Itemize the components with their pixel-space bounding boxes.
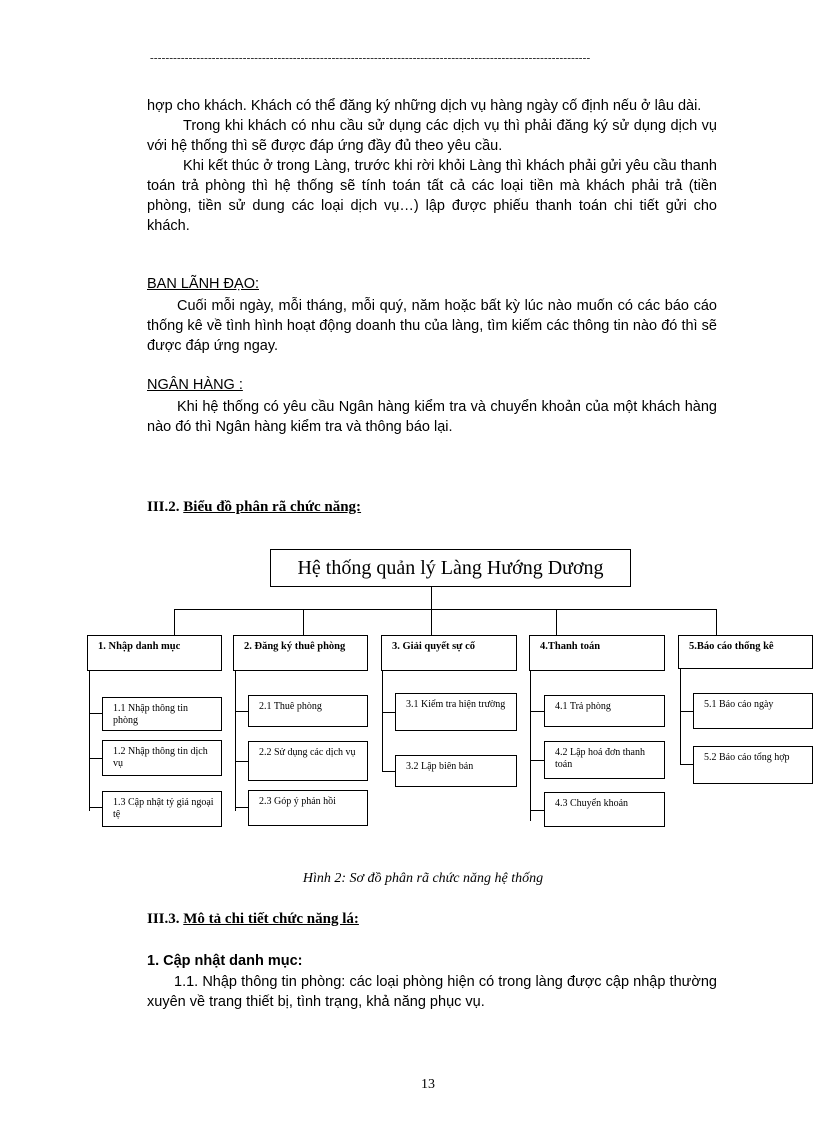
connector xyxy=(530,810,544,811)
paragraph-management: Cuối mỗi ngày, mỗi tháng, mỗi quý, năm hoặc bất kỳ lúc nào muốn có các báo cáo thống kê về tình hình hoạt động doanh thu của làng, tìm kiếm các thông tin nào đó thì sẽ được đáp ứng ngay. xyxy=(147,298,717,354)
connector xyxy=(530,760,544,761)
item-5-2: 5.2 Báo cáo tổng hợp xyxy=(693,746,813,784)
section-number: III.3. xyxy=(147,911,180,927)
group-header-3: 3. Giải quyết sự cố xyxy=(381,635,517,671)
item-1-3: 1.3 Cập nhật tỷ giá ngoại tệ xyxy=(102,791,222,827)
header-rule: ------------------------------------------------------------------------------------------------------------------ xyxy=(150,52,591,64)
page-number: 13 xyxy=(421,1077,435,1092)
connector xyxy=(235,711,248,712)
section-title: Biểu đồ phân rã chức năng: xyxy=(183,499,362,515)
heading-bank: NGÂN HÀNG : xyxy=(147,377,243,393)
connector xyxy=(89,671,90,811)
item-1-2: 1.2 Nhập thông tin dịch vụ xyxy=(102,740,222,776)
group-header-5: 5.Báo cáo thống kê xyxy=(678,635,813,669)
connector xyxy=(530,671,531,821)
connector xyxy=(382,771,395,772)
item-2-2: 2.2 Sử dụng các dịch vụ xyxy=(248,741,368,781)
connector xyxy=(89,807,102,808)
item-4-1: 4.1 Trả phòng xyxy=(544,695,665,727)
item-5-1: 5.1 Báo cáo ngày xyxy=(693,693,813,729)
connector xyxy=(382,671,383,771)
body-block-4 xyxy=(147,972,717,1012)
item-3-1: 3.1 Kiểm tra hiện trường xyxy=(395,693,517,731)
heading-management: BAN LÃNH ĐẠO: xyxy=(147,276,259,292)
paragraph-bank: Khi hệ thống có yêu cầu Ngân hàng kiểm tra và chuyển khoản của một khách hàng nào đó thì Ngân hàng kiểm tra và thông báo lại. xyxy=(147,399,717,435)
connector xyxy=(530,711,544,712)
item-4-3: 4.3 Chuyển khoản xyxy=(544,792,665,827)
paragraph-service-registration: Trong khi khách có nhu cầu sử dụng các dịch vụ thì phải đăng ký sử dụng dịch vụ với hệ thống thì sẽ được đáp ứng đầy đủ theo yêu cầu. xyxy=(147,118,717,154)
group-header-1: 1. Nhập danh mục xyxy=(87,635,222,671)
item-1-1: 1.1 Nhập thông tin phòng xyxy=(102,697,222,731)
connector xyxy=(174,609,716,610)
paragraph-checkout: Khi kết thúc ở trong Làng, trước khi rời khỏi Làng thì khách phải gửi yêu cầu thanh toán trả phòng thì hệ thống sẽ tính toán tất cả các loại tiền mà khách phải trả (tiền phòng, tiền sử dung các loại dịch vụ…) lập được phiếu thanh toán chi tiết gửi cho khách. xyxy=(147,158,717,234)
subsection-title: 1. Cập nhật danh mục: xyxy=(147,953,303,969)
connector xyxy=(89,713,102,714)
paragraph-continuation: hợp cho khách. Khách có thể đăng ký những dịch vụ hàng ngày cố định nếu ở lâu dài. xyxy=(147,98,702,114)
section-title: Mô tả chi tiết chức năng lá: xyxy=(183,911,359,927)
paragraph-room-info: 1.1. Nhập thông tin phòng: các loại phòng hiện có trong làng được cập nhập thường xuyên về trang thiết bị, tình trạng, khả năng phục vụ. xyxy=(147,974,717,1010)
connector xyxy=(716,609,717,635)
item-2-1: 2.1 Thuê phòng xyxy=(248,695,368,727)
connector xyxy=(235,761,248,762)
diagram-root-box: Hệ thống quản lý Làng Hướng Dương xyxy=(270,549,631,587)
connector xyxy=(235,671,236,811)
connector xyxy=(303,609,304,635)
body-block-2 xyxy=(147,296,717,356)
connector xyxy=(382,712,395,713)
connector xyxy=(235,807,248,808)
connector xyxy=(556,609,557,635)
figure-caption: Hình 2: Sơ đồ phân rã chức năng hệ thống xyxy=(302,871,544,886)
body-block-1 xyxy=(147,96,717,236)
section-heading-3-3 xyxy=(147,911,359,928)
connector xyxy=(431,587,432,609)
item-4-2: 4.2 Lập hoá đơn thanh toán xyxy=(544,741,665,779)
connector xyxy=(680,764,693,765)
item-3-2: 3.2 Lập biên bản xyxy=(395,755,517,787)
group-header-4: 4.Thanh toán xyxy=(529,635,665,671)
connector xyxy=(680,669,681,764)
connector xyxy=(174,609,175,635)
connector xyxy=(431,609,432,635)
connector xyxy=(89,758,102,759)
item-2-3: 2.3 Góp ý phản hồi xyxy=(248,790,368,826)
connector xyxy=(680,711,693,712)
group-header-2: 2. Đăng ký thuê phòng xyxy=(233,635,368,671)
body-block-3 xyxy=(147,397,717,437)
section-number: III.2. xyxy=(147,499,180,515)
section-heading-3-2 xyxy=(147,499,361,516)
